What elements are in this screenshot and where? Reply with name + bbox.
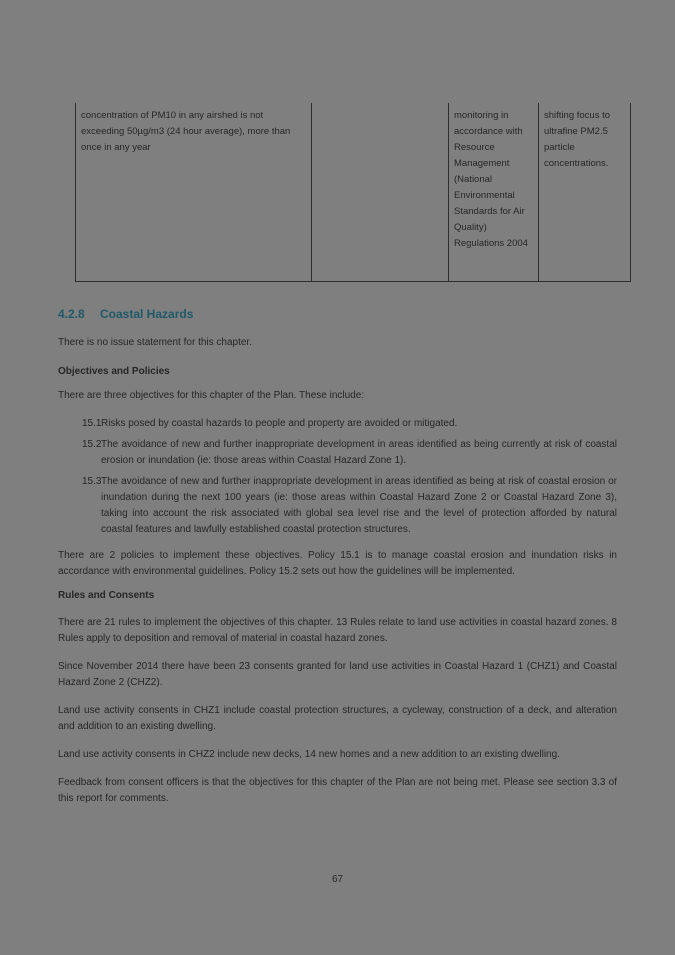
issue-statement: There is no issue statement for this chapter.: [58, 337, 252, 348]
table-cell-comment: shifting focus to ultrafine PM2.5 particle concentrations.: [539, 103, 631, 282]
rules-paragraph: Land use activity consents in CHZ1 include coastal protection structures, a cycleway, construction of a deck, and alteration and addition to an existing dwelling.: [58, 705, 617, 732]
page-number: 67: [331, 874, 344, 885]
continuation-table: [75, 103, 631, 282]
rules-paragraph: Since November 2014 there have been 23 consents granted for land use activities in Coastal Hazard 1 (CHZ1) and Coastal Hazard Zone 2 (CHZ2).: [58, 661, 617, 688]
objective-item: [58, 474, 617, 538]
objectives-policies-heading: Objectives and Policies: [58, 366, 170, 377]
table-row: [76, 103, 631, 282]
objectives-intro: There are three objectives for this chapter of the Plan. These include:: [58, 390, 365, 401]
rules-consents-heading: Rules and Consents: [58, 590, 155, 601]
rules-paragraph: There are 21 rules to implement the objectives of this chapter. 13 Rules relate to land use activities in coastal hazard zones. 8 Rules apply to deposition and removal of material in coastal hazard zones.: [58, 617, 617, 644]
section-content: [58, 306, 617, 819]
objective-text: Risks posed by coastal hazards to people and property are avoided or mitigated.: [101, 418, 458, 429]
objective-item: [58, 416, 617, 432]
section-heading-number: 4.2.8: [58, 307, 85, 321]
objectives-list: [58, 416, 617, 538]
objective-item: [58, 437, 617, 469]
table-cell-empty: [312, 103, 449, 282]
rules-paragraph: Land use activity consents in CHZ2 include new decks, 14 new homes and a new addition to an existing dwelling.: [58, 749, 560, 760]
objective-number: 15.2: [82, 439, 102, 450]
objective-number: 15.1: [82, 418, 102, 429]
table-cell-target: concentration of PM10 in any airshed is not exceeding 50µg/m3 (24 hour average), more than once in any year: [76, 103, 312, 282]
policies-paragraph: There are 2 policies to implement these objectives. Policy 15.1 is to manage coastal erosion and inundation risks in accordance with environmental guidelines. Policy 15.2 sets out how the guidelines will be implemented.: [58, 550, 617, 577]
table-cell-monitoring: monitoring in accordance with Resource Management (National Environmental Standards for Air Quality) Regulations 2004: [449, 103, 539, 282]
objective-number: 15.3: [82, 476, 102, 487]
section-heading: [58, 306, 617, 322]
section-heading-title: Coastal Hazards: [100, 307, 194, 321]
objective-text: The avoidance of new and further inappropriate development in areas identified as being currently at risk of coastal erosion or inundation (ie: those areas within Coastal Hazard Zone 1).: [101, 439, 617, 466]
rules-paragraph: Feedback from consent officers is that the objectives for this chapter of the Plan are not being met. Please see section 3.3 of this report for comments.: [58, 777, 617, 804]
objective-text: The avoidance of new and further inappropriate development in areas identified as being at risk of coastal erosion or inundation during the next 100 years (ie: those areas within Coastal Hazard Zone 2 or Coastal Hazard Zone 3), taking into account the risk associated with global sea level rise and the level of protection afforded by natural coastal features and lawfully established coastal protection structures.: [101, 476, 617, 535]
